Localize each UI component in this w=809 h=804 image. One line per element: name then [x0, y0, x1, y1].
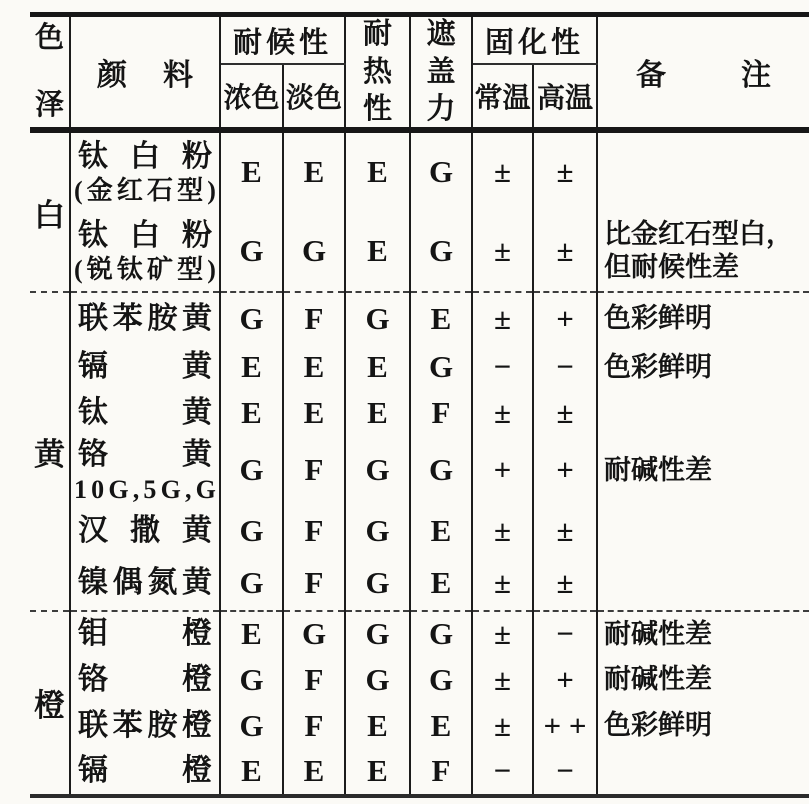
- curing-high-temp-cell: ±: [533, 557, 597, 611]
- weather-light-cell: F: [283, 703, 345, 749]
- remark-cell: [597, 749, 809, 796]
- pigment-row: [30, 130, 809, 211]
- weather-dark-cell: E: [220, 130, 283, 211]
- pigment-name-cell: [70, 749, 220, 796]
- pigment-name-cell: [70, 344, 220, 390]
- curing-high-temp-cell: −: [533, 344, 597, 390]
- pigment-name: 镍 偶 氮 黄: [78, 566, 212, 600]
- pigment-row: [30, 703, 809, 749]
- weather-light-cell: F: [283, 505, 345, 557]
- curing-high-temp-cell: ±: [533, 130, 597, 211]
- heat-resistance-cell: G: [345, 292, 410, 344]
- curing-room-temp-cell: −: [472, 749, 533, 796]
- hiding-power-cell: E: [410, 292, 472, 344]
- header-hiding-label: 遮 盖 力: [426, 18, 456, 125]
- weather-dark-cell: E: [220, 611, 283, 657]
- pigment-name-cell: [70, 505, 220, 557]
- curing-room-temp-cell: ±: [472, 557, 533, 611]
- weather-dark-cell: G: [220, 657, 283, 703]
- pigment-row: [30, 557, 809, 611]
- heat-resistance-cell: G: [345, 657, 410, 703]
- curing-high-temp-cell: +: [533, 292, 597, 344]
- pigment-name: 铬 橙: [78, 662, 212, 696]
- curing-room-temp-cell: ±: [472, 390, 533, 436]
- curing-room-temp-cell: −: [472, 344, 533, 390]
- remark-cell: 比金红石型白，但耐候性差: [604, 219, 794, 282]
- color-group-label: 白: [30, 130, 70, 292]
- weather-dark-cell: E: [220, 749, 283, 796]
- header-color-label: 色 泽: [34, 22, 64, 121]
- pigment-row: [30, 611, 809, 657]
- pigment-subname: ( 金 红 石 型 ): [74, 176, 216, 206]
- weather-dark-cell: G: [220, 211, 283, 292]
- header-pigment-label: 颜 料: [97, 59, 193, 92]
- hiding-power-cell: F: [410, 749, 472, 796]
- weather-dark-cell: G: [220, 436, 283, 505]
- pigment-row: [30, 211, 809, 292]
- weather-light-cell: F: [283, 292, 345, 344]
- pigment-name: 联 苯 胺 黄: [78, 301, 212, 335]
- pigment-row: [30, 505, 809, 557]
- pigment-row: [30, 344, 809, 390]
- color-section-1: [30, 292, 809, 611]
- hiding-power-cell: G: [410, 436, 472, 505]
- pigment-subname: ( 锐 钛 矿 型 ): [74, 255, 216, 285]
- header-row-1: [30, 15, 809, 65]
- remark-cell: [597, 130, 809, 211]
- header-remarks: [597, 15, 809, 131]
- pigment-name: 镉 橙: [78, 754, 212, 788]
- hiding-power-cell: G: [410, 611, 472, 657]
- curing-room-temp-cell: ±: [472, 130, 533, 211]
- pigment-subname: 1 0 G , 5 G , G: [74, 474, 216, 504]
- weather-light-cell: E: [283, 749, 345, 796]
- hiding-power-cell: E: [410, 505, 472, 557]
- hiding-power-cell: E: [410, 703, 472, 749]
- hiding-power-cell: F: [410, 390, 472, 436]
- curing-room-temp-cell: ±: [472, 211, 533, 292]
- heat-resistance-cell: E: [345, 749, 410, 796]
- heat-resistance-cell: E: [345, 703, 410, 749]
- heat-resistance-cell: E: [345, 130, 410, 211]
- hiding-power-cell: E: [410, 557, 472, 611]
- curing-high-temp-cell: +: [533, 436, 597, 505]
- header-heat-label: 耐 热 性: [363, 18, 393, 125]
- remark-cell: [597, 505, 809, 557]
- weather-dark-cell: E: [220, 390, 283, 436]
- pigment-name: 镉 黄: [78, 350, 212, 384]
- curing-room-temp-cell: ±: [472, 611, 533, 657]
- header-curing-high-temp: 高温: [533, 64, 597, 130]
- header-hiding-power: [410, 15, 472, 131]
- pigment-row: [30, 436, 809, 505]
- header-pigment: [70, 15, 220, 131]
- weather-dark-cell: G: [220, 703, 283, 749]
- header-curing: [472, 15, 597, 65]
- curing-high-temp-cell: + +: [533, 703, 597, 749]
- hiding-power-cell: G: [410, 344, 472, 390]
- curing-room-temp-cell: ±: [472, 703, 533, 749]
- header-weather-light: 淡色: [283, 64, 345, 130]
- curing-room-temp-cell: ±: [472, 505, 533, 557]
- curing-high-temp-cell: −: [533, 611, 597, 657]
- pigment-row: [30, 657, 809, 703]
- pigment-properties-table: [30, 12, 809, 798]
- weather-light-cell: G: [283, 211, 345, 292]
- curing-high-temp-cell: ±: [533, 390, 597, 436]
- curing-room-temp-cell: +: [472, 436, 533, 505]
- weather-light-cell: G: [283, 611, 345, 657]
- remark-cell: 耐碱性差: [604, 454, 713, 485]
- header-curing-label: 固化性: [485, 26, 585, 59]
- pigment-name-cell: [70, 557, 220, 611]
- pigment-row: [30, 390, 809, 436]
- weather-light-cell: F: [283, 436, 345, 505]
- header-heat-resistance: [345, 15, 410, 131]
- remark-cell: 色彩鲜明: [604, 710, 713, 741]
- curing-high-temp-cell: +: [533, 657, 597, 703]
- pigment-name: 联 苯 胺 橙: [78, 708, 212, 742]
- color-group-label: 橙: [30, 611, 70, 796]
- pigment-row: [30, 292, 809, 344]
- curing-high-temp-cell: −: [533, 749, 597, 796]
- pigment-name: 汉 撒 黄: [78, 513, 212, 547]
- weather-light-cell: E: [283, 130, 345, 211]
- color-section-2: [30, 611, 809, 796]
- color-group-label: 黄: [30, 292, 70, 611]
- heat-resistance-cell: E: [345, 390, 410, 436]
- hiding-power-cell: G: [410, 657, 472, 703]
- hiding-power-cell: G: [410, 211, 472, 292]
- weather-dark-cell: G: [220, 557, 283, 611]
- heat-resistance-cell: G: [345, 557, 410, 611]
- weather-dark-cell: G: [220, 292, 283, 344]
- pigment-name: 钛 白 粉: [78, 218, 212, 252]
- remark-cell: [597, 390, 809, 436]
- pigment-name-cell: [70, 211, 220, 292]
- pigment-name-cell: [70, 130, 220, 211]
- heat-resistance-cell: G: [345, 611, 410, 657]
- heat-resistance-cell: G: [345, 505, 410, 557]
- curing-high-temp-cell: ±: [533, 505, 597, 557]
- remark-cell: 耐碱性差: [604, 664, 713, 695]
- header-weather-label: 耐候性: [233, 26, 333, 59]
- remark-cell: 耐碱性差: [604, 618, 713, 649]
- header-curing-room-temp: 常温: [472, 64, 533, 130]
- header-weather-dark: 浓色: [220, 64, 283, 130]
- remark-cell: 色彩鲜明: [604, 303, 713, 334]
- pigment-name-cell: [70, 436, 220, 505]
- pigment-name-cell: [70, 390, 220, 436]
- heat-resistance-cell: E: [345, 344, 410, 390]
- weather-light-cell: E: [283, 390, 345, 436]
- weather-dark-cell: G: [220, 505, 283, 557]
- header-weather-resistance: [220, 15, 345, 65]
- weather-dark-cell: E: [220, 344, 283, 390]
- curing-room-temp-cell: ±: [472, 657, 533, 703]
- remark-cell: 色彩鲜明: [604, 351, 713, 382]
- pigment-row: [30, 749, 809, 796]
- pigment-name-cell: [70, 657, 220, 703]
- hiding-power-cell: G: [410, 130, 472, 211]
- pigment-name: 钼 橙: [78, 617, 212, 651]
- weather-light-cell: F: [283, 557, 345, 611]
- color-section-0: [30, 130, 809, 292]
- table-header: [30, 15, 809, 131]
- header-color: [30, 15, 70, 131]
- heat-resistance-cell: E: [345, 211, 410, 292]
- pigment-name-cell: [70, 292, 220, 344]
- remark-cell: [597, 557, 809, 611]
- weather-light-cell: F: [283, 657, 345, 703]
- pigment-name-cell: [70, 703, 220, 749]
- curing-room-temp-cell: ±: [472, 292, 533, 344]
- header-remarks-label: 备 注: [636, 59, 772, 92]
- curing-high-temp-cell: ±: [533, 211, 597, 292]
- heat-resistance-cell: G: [345, 436, 410, 505]
- pigment-name-cell: [70, 611, 220, 657]
- pigment-name: 钛 白 粉: [78, 139, 212, 173]
- pigment-name: 铬 黄: [78, 438, 212, 471]
- weather-light-cell: E: [283, 344, 345, 390]
- pigment-name: 钛 黄: [78, 396, 212, 430]
